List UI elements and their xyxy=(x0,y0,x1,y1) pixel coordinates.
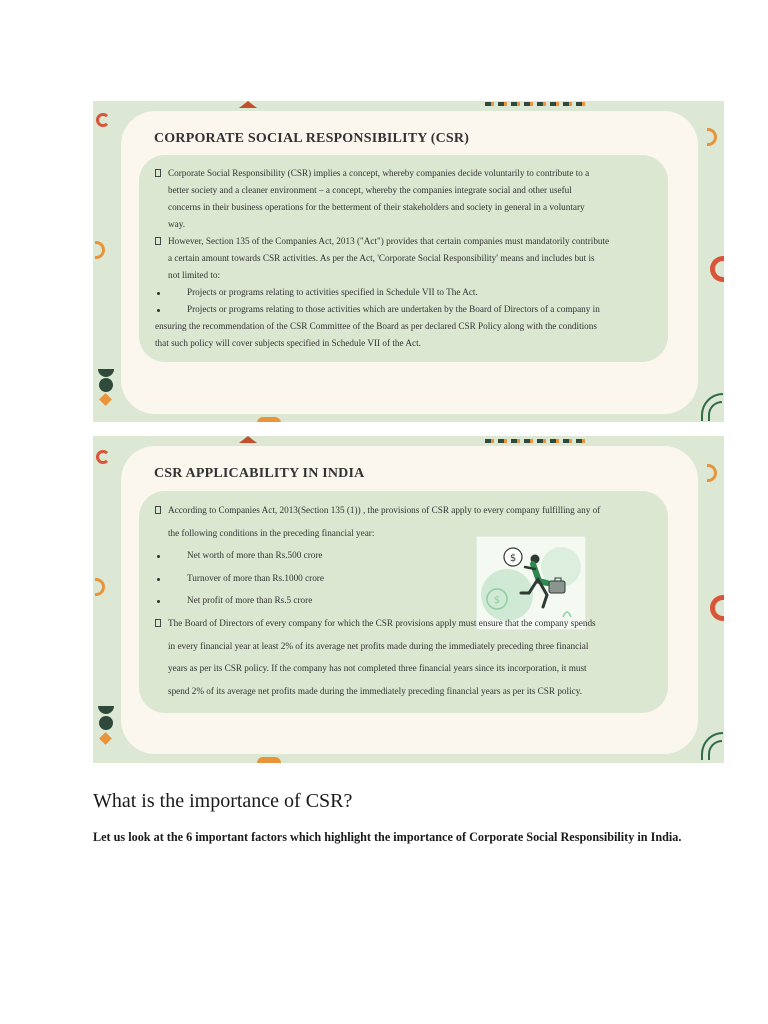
leaf-ornament xyxy=(98,706,114,714)
content-panel xyxy=(139,491,668,713)
ring-ornament xyxy=(96,450,110,464)
list-item xyxy=(155,589,655,612)
slide-title: CSR APPLICABILITY IN INDIA xyxy=(154,466,365,481)
slide-body xyxy=(155,165,655,352)
text-line: Projects or programs relating to activities specified in Schedule VII to The Act. xyxy=(187,287,478,297)
half-circle-ornament xyxy=(707,464,717,482)
slide-csr-definition xyxy=(93,101,724,422)
text-line: spend 2% of its average net profits made during the immediately preceding financial years as per its CSR policy. xyxy=(168,685,582,696)
paragraph xyxy=(155,233,655,284)
text-line: ensuring the recommendation of the CSR Committee of the Board as per declared CSR Policy along with the conditions xyxy=(155,321,597,331)
bullet-icon xyxy=(157,578,160,581)
condition-text: Turnover of more than Rs.1000 crore xyxy=(187,572,324,583)
list-item xyxy=(155,567,655,590)
text-line: years as per its CSR policy. If the company has not completed three financial years since its incorporation, it must xyxy=(168,663,587,674)
dollar-sign: $ xyxy=(493,595,501,606)
bottom-ornament xyxy=(257,417,281,422)
slide-card xyxy=(121,446,698,754)
text-line: way. xyxy=(168,219,186,229)
slide-csr-applicability xyxy=(93,436,724,763)
text-line: the following conditions in the preceding financial year: xyxy=(168,527,375,538)
circle-ornament xyxy=(99,716,113,730)
box-bullet-icon xyxy=(155,169,161,177)
box-bullet-icon xyxy=(155,506,161,514)
half-circle-ornament xyxy=(707,128,717,146)
text-line: Corporate Social Responsibility (CSR) implies a concept, whereby companies decide voluntarily to contribute to a xyxy=(168,168,590,178)
bullet-icon xyxy=(157,292,160,295)
condition-text: Net profit of more than Rs.5 crore xyxy=(187,595,313,606)
diamond-ornament xyxy=(99,732,112,745)
text-line: better society and a cleaner environment – a concept, whereby the companies integrate social and other useful xyxy=(168,185,572,195)
box-bullet-icon xyxy=(155,619,161,627)
slide-card xyxy=(121,111,698,414)
ring-ornament xyxy=(96,113,110,127)
half-circle-ornament xyxy=(710,595,724,621)
text-line: that such policy will cover subjects specified in Schedule VII of the Act. xyxy=(155,338,421,348)
bullet-icon xyxy=(157,309,160,312)
paragraph xyxy=(155,612,655,702)
leaf-ornament xyxy=(98,369,114,377)
chevron-ornament xyxy=(239,101,257,108)
half-circle-ornament xyxy=(95,241,105,259)
text-line: Projects or programs relating to those activities which are undertaken by the Board of Directors of a company in xyxy=(187,304,600,314)
circle-ornament xyxy=(99,378,113,392)
text-line: According to Companies Act, 2013(Section 135 (1)) , the provisions of CSR apply to every company fulfilling any of xyxy=(168,505,601,515)
chevron-ornament xyxy=(239,436,257,443)
text-line: However, Section 135 of the Companies Act, 2013 ("Act") provides that certain companies must mandatorily contribute xyxy=(168,236,610,246)
list-item xyxy=(155,284,655,301)
section-heading: What is the importance of CSR? xyxy=(93,790,353,812)
text-line: concerns in their business operations for the betterment of their stakeholders and society in general in a voluntary xyxy=(168,202,585,212)
list-item xyxy=(155,544,655,567)
pattern-strip xyxy=(485,439,585,443)
pattern-strip xyxy=(485,102,585,106)
text-line: The Board of Directors of every company for which the CSR provisions apply must ensure that the company spends xyxy=(168,617,596,628)
dollar-sign: $ xyxy=(509,553,517,564)
lead-paragraph: Let us look at the 6 important factors which highlight the importance of Corporate Social Responsibility in India. xyxy=(93,830,682,844)
list-item xyxy=(155,301,655,352)
text-line: in every financial year at least 2% of its average net profits made during the immediately preceding three financial xyxy=(168,640,589,651)
condition-text: Net worth of more than Rs.500 crore xyxy=(187,550,323,561)
slide-body xyxy=(155,499,655,702)
half-circle-ornament xyxy=(710,256,724,282)
paragraph xyxy=(155,499,655,544)
paragraph xyxy=(155,165,655,233)
bottom-ornament xyxy=(257,757,281,763)
content-panel xyxy=(139,155,668,362)
diamond-ornament xyxy=(99,393,112,406)
text-line: a certain amount towards CSR activities. As per the Act, 'Corporate Social Responsibility' means and includes but is xyxy=(168,253,595,263)
box-bullet-icon xyxy=(155,237,161,245)
half-circle-ornament xyxy=(95,578,105,596)
text-line: not limited to: xyxy=(168,270,221,280)
slide-title: CORPORATE SOCIAL RESPONSIBILITY (CSR) xyxy=(154,131,470,146)
